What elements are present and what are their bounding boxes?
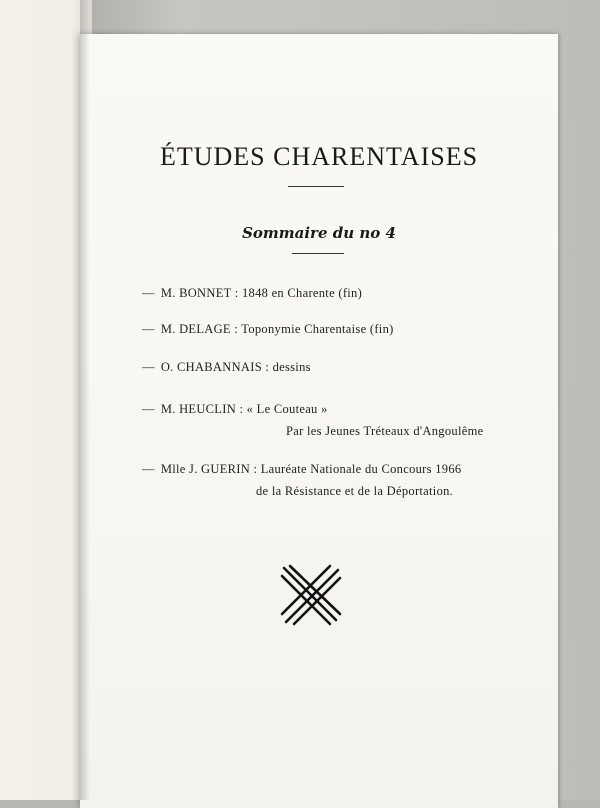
contents-entry xyxy=(142,462,461,477)
entry-dash: — xyxy=(142,322,155,336)
left-page-edge xyxy=(0,0,92,800)
contents-divider xyxy=(292,253,344,254)
entry-continuation: de la Résistance et de la Déportation. xyxy=(256,484,454,498)
entry-text: M. BONNET : 1848 en Charente (fin) xyxy=(160,286,363,300)
contents-entry xyxy=(142,322,394,337)
contents-heading: Sommaire du no 4 xyxy=(242,224,396,242)
title-divider xyxy=(288,186,344,187)
entry-text: M. DELAGE : Toponymie Charentaise (fin) xyxy=(160,322,394,336)
entry-dash: — xyxy=(142,360,155,374)
entry-dash: — xyxy=(142,286,155,300)
document-page xyxy=(80,34,558,808)
contents-entry xyxy=(142,402,328,417)
contents-entry xyxy=(142,360,311,375)
spine-shadow xyxy=(80,0,90,800)
entry-text: O. CHABANNAIS : dessins xyxy=(160,360,311,374)
entry-dash: — xyxy=(142,462,155,476)
entry-text: Mlle J. GUERIN : Lauréate Nationale du Concours 1966 xyxy=(160,462,462,476)
entry-dash: — xyxy=(142,402,155,416)
entry-text: M. HEUCLIN : « Le Couteau » xyxy=(160,402,328,416)
page-title: ÉTUDES CHARENTAISES xyxy=(159,142,479,171)
contents-entry xyxy=(142,286,362,301)
entry-continuation: Par les Jeunes Tréteaux d'Angoulême xyxy=(286,424,484,438)
crossed-lines-ornament-icon xyxy=(280,564,342,626)
